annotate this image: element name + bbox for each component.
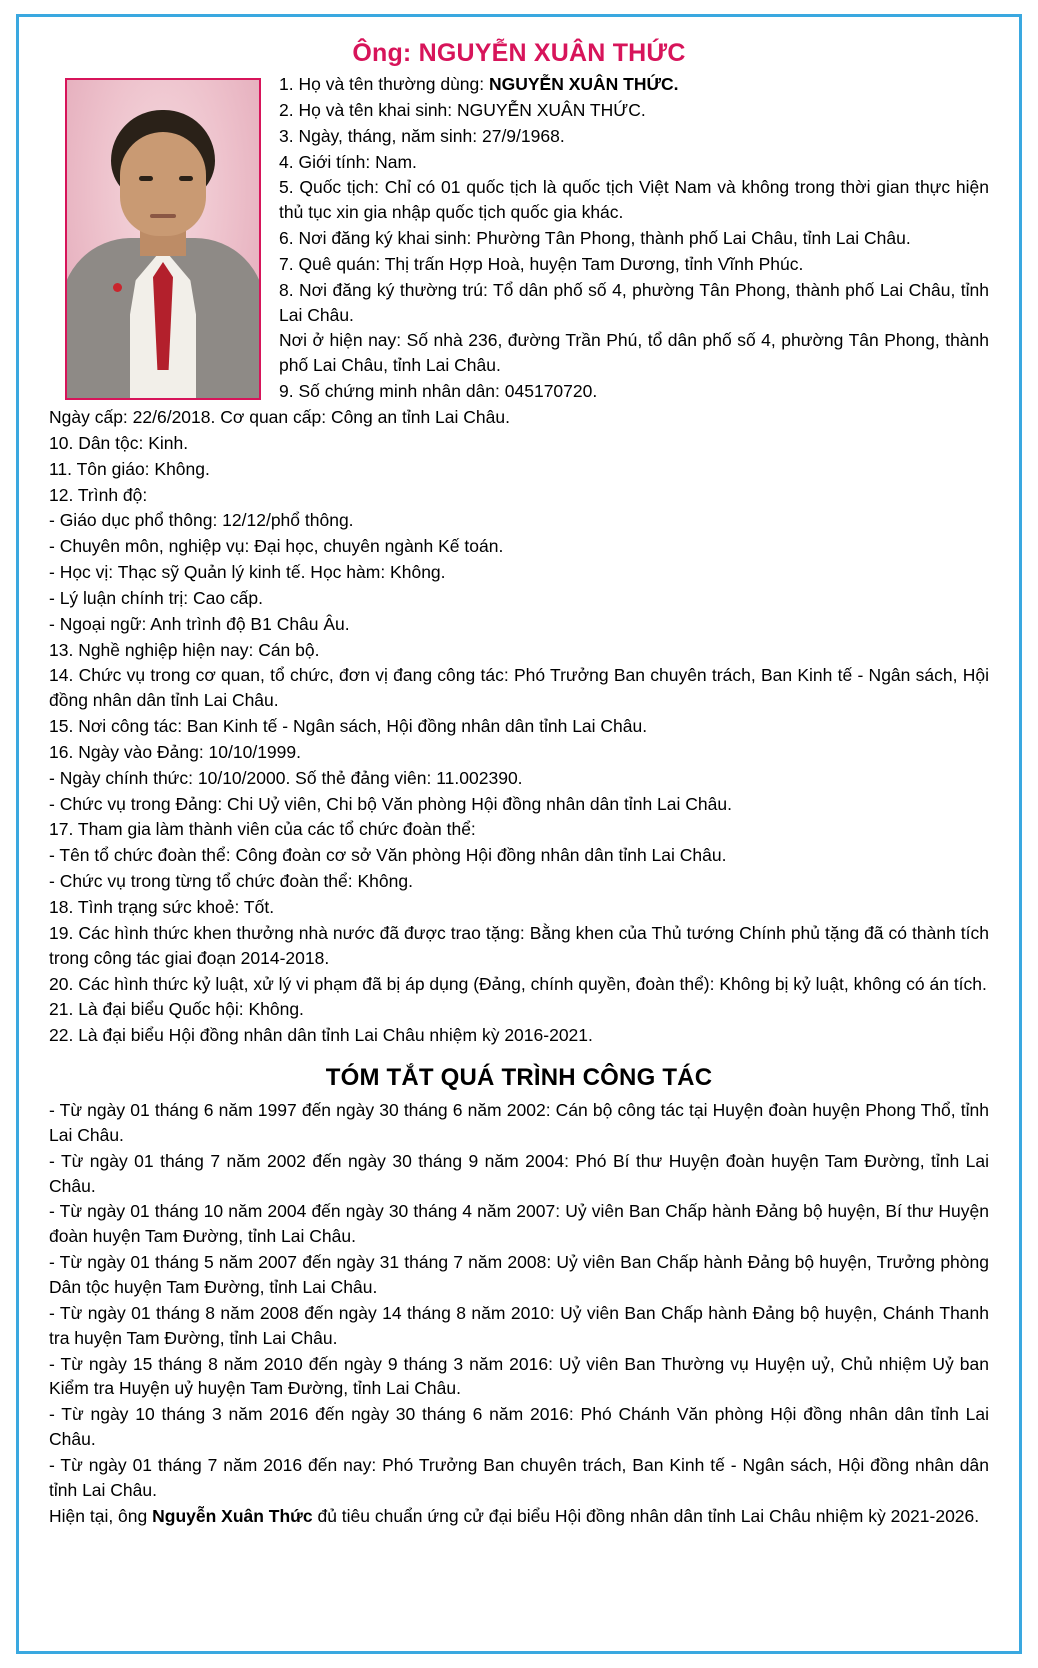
career-item: - Từ ngày 15 tháng 8 năm 2010 đến ngày 9 tháng 3 năm 2016: Uỷ viên Ban Thường vụ Huyện uỷ, Chủ nhiệm Uỷ ban Kiểm tra Huyện uỷ huyện Tam Đường, tỉnh Lai Châu. — [49, 1353, 989, 1399]
profile-item-12a: - Giáo dục phổ thông: 12/12/phổ thông. — [49, 510, 354, 531]
profile-item-7: 7. Quê quán: Thị trấn Hợp Hoà, huyện Tam Dương, tỉnh Vĩnh Phúc. — [279, 253, 804, 274]
photo-container — [65, 78, 263, 400]
profile-item-12b: - Chuyên môn, nghiệp vụ: Đại học, chuyên ngành Kế toán. — [49, 536, 504, 557]
career-item: - Từ ngày 01 tháng 10 năm 2004 đến ngày 30 tháng 4 năm 2007: Uỷ viên Ban Chấp hành Đảng bộ huyện, Bí thư Huyện đoàn huyện Tam Đường, tỉnh Lai Châu. — [49, 1201, 989, 1247]
title-prefix: Ông: — [352, 39, 412, 67]
profile-item-19: 19. Các hình thức khen thưởng nhà nước đã được trao tặng: Bằng khen của Thủ tướng Chính phủ tặng đã có thành tích trong công tác giai đoạn 2014-2018. — [49, 922, 989, 968]
profile-item-11: 11. Tôn giáo: Không. — [49, 458, 210, 479]
profile-item-12c: - Học vị: Thạc sỹ Quản lý kinh tế. Học hàm: Không. — [49, 562, 446, 583]
profile-item-9b: Ngày cấp: 22/6/2018. Cơ quan cấp: Công an tỉnh Lai Châu. — [49, 406, 510, 427]
profile-item-12: 12. Trình độ: — [49, 484, 148, 505]
profile-item-2: 2. Họ và tên khai sinh: NGUYỄN XUÂN THỨC. — [279, 99, 646, 120]
profile-item-15: 15. Nơi công tác: Ban Kinh tế - Ngân sách, Hội đồng nhân dân tỉnh Lai Châu. — [49, 716, 648, 737]
profile-item-3: 3. Ngày, tháng, năm sinh: 27/9/1968. — [279, 125, 565, 146]
career-footer-suffix: đủ tiêu chuẩn ứng cử đại biểu Hội đồng nhân dân tỉnh Lai Châu nhiệm kỳ 2021-2026. — [312, 1505, 980, 1526]
profile-item-8: 8. Nơi đăng ký thường trú: Tổ dân phố số 4, phường Tân Phong, thành phố Lai Châu, tỉnh Lai Châu. — [279, 279, 989, 325]
career-item: - Từ ngày 01 tháng 5 năm 2007 đến ngày 31 tháng 7 năm 2008: Uỷ viên Ban Chấp hành Đảng bộ huyện, Trưởng phòng Dân tộc huyện Tam Đường, tỉnh Lai Châu. — [49, 1252, 989, 1297]
career-item: - Từ ngày 01 tháng 6 năm 1997 đến ngày 30 tháng 6 năm 2002: Cán bộ công tác tại Huyện đoàn huyện Phong Thổ, tỉnh Lai Châu. — [49, 1100, 989, 1145]
profile-item-4: 4. Giới tính: Nam. — [279, 151, 417, 172]
career-footer-prefix: Hiện tại, ông — [49, 1505, 153, 1526]
page-title — [49, 39, 989, 68]
career-item: - Từ ngày 01 tháng 8 năm 2008 đến ngày 14 tháng 8 năm 2010: Uỷ viên Ban Chấp hành Đảng bộ huyện, Chánh Thanh tra huyện Tam Đường, tỉnh Lai Châu. — [49, 1302, 989, 1348]
profile-item-21: 21. Là đại biểu Quốc hội: Không. — [49, 999, 304, 1020]
profile-item-9: 9. Số chứng minh nhân dân: 045170720. — [279, 381, 598, 402]
document-frame — [16, 14, 1022, 1654]
profile-item-18: 18. Tình trạng sức khoẻ: Tốt. — [49, 897, 275, 917]
profile-item-17a: - Tên tổ chức đoàn thể: Công đoàn cơ sở Văn phòng Hội đồng nhân dân tỉnh Lai Châu. — [49, 845, 727, 866]
career-list — [49, 1098, 989, 1528]
career-item: - Từ ngày 01 tháng 7 năm 2016 đến nay: Phó Trưởng Ban chuyên trách, Ban Kinh tế - Ngân sách, Hội đồng nhân dân tỉnh Lai Châu. — [49, 1454, 989, 1500]
profile-item-16b: - Chức vụ trong Đảng: Chi Uỷ viên, Chi bộ Văn phòng Hội đồng nhân dân tỉnh Lai Châu. — [49, 793, 732, 814]
career-item: - Từ ngày 01 tháng 7 năm 2002 đến ngày 30 tháng 9 năm 2004: Phó Bí thư Huyện đoàn huyện Tam Đường, tỉnh Lai Châu. — [49, 1150, 989, 1196]
profile-item-1-label: 1. Họ và tên thường dùng: — [279, 74, 489, 94]
profile-item-5: 5. Quốc tịch: Chỉ có 01 quốc tịch là quốc tịch Việt Nam và không trong thời gian thực hiện thủ tục xin gia nhập quốc tịch quốc gia khác. — [279, 177, 989, 223]
profile-item-16: 16. Ngày vào Đảng: 10/10/1999. — [49, 741, 301, 762]
profile-item-22: 22. Là đại biểu Hội đồng nhân dân tỉnh Lai Châu nhiệm kỳ 2016-2021. — [49, 1025, 593, 1046]
profile-rest-block — [49, 431, 989, 1048]
profile-item-16a: - Ngày chính thức: 10/10/2000. Số thẻ đảng viên: 11.002390. — [49, 767, 523, 788]
profile-item-13: 13. Nghề nghiệp hiện nay: Cán bộ. — [49, 639, 320, 660]
profile-item-14: 14. Chức vụ trong cơ quan, tổ chức, đơn vị đang công tác: Phó Trưởng Ban chuyên trách, Ban Kinh tế - Ngân sách, Hội đồng nhân dân tỉnh Lai Châu. — [49, 665, 989, 711]
profile-item-20: 20. Các hình thức kỷ luật, xử lý vi phạm đã bị áp dụng (Đảng, chính quyền, đoàn thể): Không bị kỷ luật, không có án tích. — [49, 973, 987, 994]
career-section-title: TÓM TẮT QUÁ TRÌNH CÔNG TÁC — [325, 1064, 713, 1092]
profile-item-17b: - Chức vụ trong từng tổ chức đoàn thể: Không. — [49, 871, 413, 892]
profile-item-17: 17. Tham gia làm thành viên của các tổ chức đoàn thể: — [49, 819, 476, 840]
profile-item-12d: - Lý luận chính trị: Cao cấp. — [49, 587, 263, 608]
profile-item-10: 10. Dân tộc: Kinh. — [49, 432, 189, 453]
career-footer-name: Nguyễn Xuân Thức — [152, 1505, 313, 1526]
career-item: - Từ ngày 10 tháng 3 năm 2016 đến ngày 30 tháng 6 năm 2016: Phó Chánh Văn phòng Hội đồng nhân dân tỉnh Lai Châu. — [49, 1404, 989, 1450]
profile-item-1-value: NGUYỄN XUÂN THỨC. — [489, 74, 679, 94]
title-name: NGUYỄN XUÂN THỨC — [418, 39, 686, 67]
profile-item-12e: - Ngoại ngữ: Anh trình độ B1 Châu Âu. — [49, 613, 350, 634]
career-footer — [49, 1504, 989, 1529]
profile-item-8b: Nơi ở hiện nay: Số nhà 236, đường Trần Phú, tổ dân phố số 4, phường Tân Phong, thành phố Lai Châu, tỉnh Lai Châu. — [279, 330, 989, 376]
profile-item-6: 6. Nơi đăng ký khai sinh: Phường Tân Phong, thành phố Lai Châu, tỉnh Lai Châu. — [279, 228, 911, 249]
portrait-photo — [65, 78, 261, 400]
